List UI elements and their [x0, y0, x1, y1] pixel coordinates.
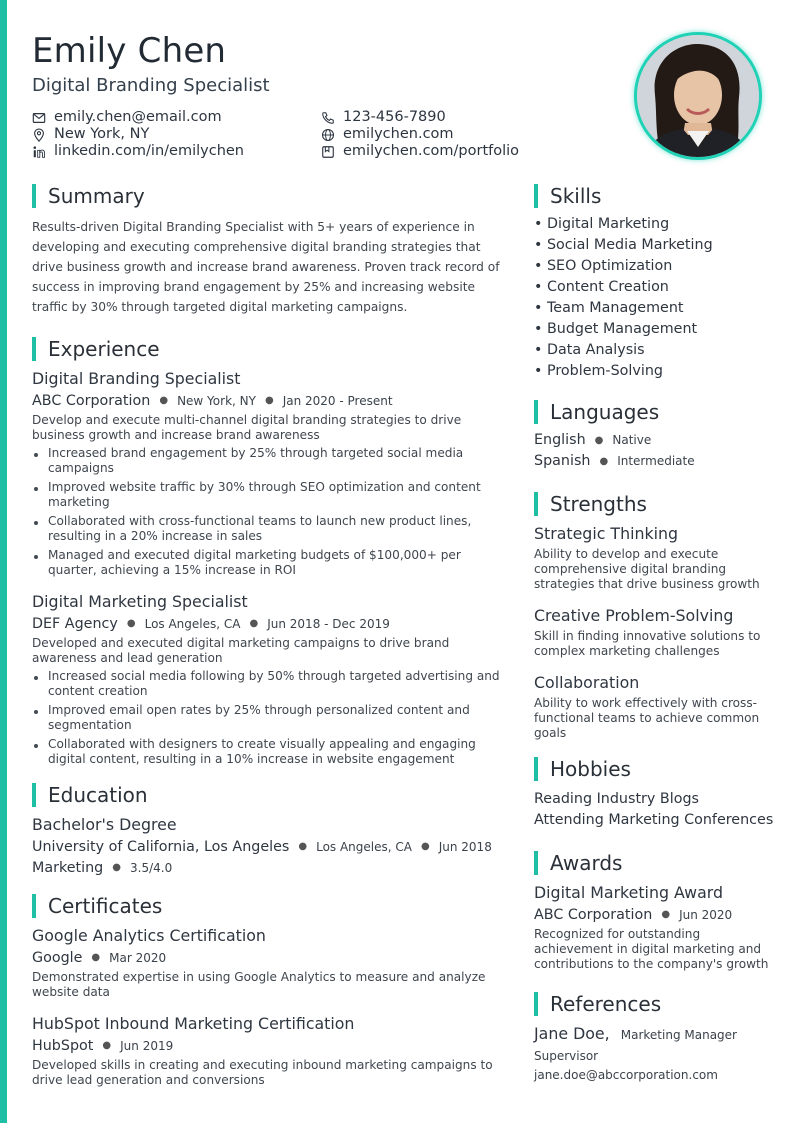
certificates-heading: Certificates [32, 894, 510, 918]
strength-name: Strategic Thinking [534, 524, 679, 543]
contact-linkedin[interactable] [32, 143, 321, 160]
language-name: Spanish [534, 453, 591, 469]
profile-photo [634, 32, 762, 160]
awards-heading: Awards [534, 851, 774, 875]
list-item: • Data Analysis [534, 342, 645, 358]
certificate-date: Mar 2020 [109, 951, 167, 965]
location-text: New York, NY [54, 126, 150, 142]
list-item: Improved email open rates by 25% through personalized content and segmentation [32, 703, 510, 733]
email-text: emily.chen@email.com [54, 109, 222, 125]
award-description: Recognized for outstanding achievement in digital marketing and contributions to the company's growth [534, 927, 769, 971]
list-item: • Digital Marketing [534, 216, 670, 232]
heading-accent [534, 757, 538, 781]
certificate-date: Jun 2019 [120, 1039, 174, 1053]
strength-description: Skill in finding innovative solutions to complex marketing challenges [534, 629, 761, 658]
separator-dot: ● [112, 862, 121, 873]
candidate-name: Emily Chen [32, 31, 227, 71]
skills-heading: Skills [534, 184, 774, 208]
references-heading: References [534, 992, 774, 1016]
achievement-list [32, 446, 510, 578]
achievement-list [32, 669, 510, 767]
language-level: Native [612, 433, 652, 447]
summary-heading: Summary [32, 184, 510, 208]
school-name: University of California, Los Angeles [32, 839, 290, 855]
list-item: Increased brand engagement by 25% through targeted social media campaigns [32, 446, 510, 476]
strength-item [534, 524, 774, 592]
heading-accent [534, 184, 538, 208]
avatar [637, 35, 759, 157]
heading-accent [534, 400, 538, 424]
reference-email[interactable]: jane.doe@abccorporation.com [534, 1068, 718, 1082]
separator-dot: ● [594, 435, 604, 446]
award-issuer: ABC Corporation [534, 907, 653, 923]
contact-phone[interactable] [321, 109, 621, 126]
list-item: Managed and executed digital marketing budgets of $100,000+ per quarter, achieving a 15% increase in ROI [32, 548, 510, 578]
linkedin-icon [32, 145, 46, 159]
experience-heading: Experience [32, 337, 510, 361]
field-of-study: Marketing [32, 860, 104, 876]
list-item: • Problem-Solving [534, 363, 663, 379]
separator-dot: ● [661, 909, 671, 920]
accent-bar [0, 0, 7, 1123]
summary-text: Results-driven Digital Branding Specialist with 5+ years of experience in developing and executing comprehensive digital branding strategies that drive business growth and increase brand awareness. Proven track record of success in improving brand engagement by 25% and increasing website traffic by 30% through targeted digital marketing campaigns. [32, 220, 500, 314]
certificate-meta [32, 949, 510, 967]
resume-header [32, 30, 632, 160]
portfolio-icon [321, 145, 335, 159]
candidate-role: Digital Branding Specialist [32, 75, 270, 96]
education-field-meta [32, 859, 510, 877]
languages-list [534, 430, 774, 472]
reference-entry [534, 1024, 774, 1084]
reference-relation: Supervisor [534, 1049, 599, 1063]
list-item: • Budget Management [534, 321, 698, 337]
heading-accent [32, 894, 36, 918]
heading-accent [32, 184, 36, 208]
job-location: New York, NY [177, 394, 256, 408]
reference-name-line [534, 1024, 774, 1045]
heading-accent [534, 992, 538, 1016]
hobbies-heading: Hobbies [534, 757, 774, 781]
job-dates: Jan 2020 - Present [282, 394, 393, 408]
certificate-meta [32, 1037, 510, 1055]
phone-text: 123-456-7890 [343, 109, 446, 125]
job-description: Develop and execute multi-channel digital branding strategies to drive business growth and increase brand awareness [32, 413, 462, 442]
list-item: Collaborated with designers to create visually appealing and engaging digital content, resulting in a 10% increase in website engagement [32, 737, 510, 767]
contact-website[interactable] [321, 126, 621, 143]
side-column [534, 184, 774, 1084]
list-item: • Social Media Marketing [534, 237, 713, 253]
certificate-name: HubSpot Inbound Marketing Certification [32, 1014, 355, 1033]
separator-dot: ● [91, 952, 101, 963]
education-heading: Education [32, 783, 510, 807]
certificate-description: Demonstrated expertise in using Google Analytics to measure and analyze website data [32, 970, 486, 999]
certificate-issuer: HubSpot [32, 1038, 94, 1054]
job-dates: Jun 2018 - Dec 2019 [267, 617, 390, 631]
certificate-name: Google Analytics Certification [32, 926, 266, 945]
reference-name: Jane Doe, [534, 1024, 610, 1043]
skills-list [534, 214, 774, 382]
website-text: emilychen.com [343, 126, 454, 142]
certificate-entry [32, 926, 510, 1000]
phone-icon [321, 111, 335, 125]
education-meta [32, 838, 510, 856]
contact-location [32, 126, 321, 143]
language-level: Intermediate [617, 454, 695, 468]
list-item: Collaborated with cross-functional teams to launch new product lines, resulting in a 20% increase in sales [32, 514, 510, 544]
list-item: Improved website traffic by 30% through SEO optimization and content marketing [32, 480, 510, 510]
certificate-description: Developed skills in creating and executing inbound marketing campaigns to drive lead generation and conversions [32, 1058, 493, 1087]
strength-description: Ability to work effectively with cross-functional teams to achieve common goals [534, 696, 760, 740]
job-title: Digital Branding Specialist [32, 369, 241, 388]
languages-heading: Languages [534, 400, 774, 424]
list-item: • SEO Optimization [534, 258, 673, 274]
contact-portfolio[interactable] [321, 143, 621, 160]
strength-item [534, 673, 774, 741]
separator-dot: ● [298, 841, 308, 852]
language-item [534, 451, 774, 472]
job-meta [32, 615, 510, 633]
list-item: • Team Management [534, 300, 684, 316]
strength-name: Creative Problem-Solving [534, 606, 734, 625]
linkedin-text: linkedin.com/in/emilychen [54, 143, 244, 159]
award-meta [534, 906, 774, 924]
job-entry [32, 592, 510, 767]
separator-dot: ● [249, 618, 259, 629]
list-item: Increased social media following by 50% through targeted advertising and content creation [32, 669, 510, 699]
strength-description: Ability to develop and execute comprehensive digital branding strategies that drive business growth [534, 547, 760, 591]
strength-name: Collaboration [534, 673, 640, 692]
award-entry [534, 883, 774, 972]
separator-dot: ● [159, 395, 169, 406]
separator-dot: ● [102, 1040, 112, 1051]
gpa: 3.5/4.0 [130, 861, 173, 875]
job-description: Developed and executed digital marketing campaigns to drive brand awareness and lead generation [32, 636, 450, 665]
certificate-entry [32, 1014, 510, 1088]
separator-dot: ● [420, 841, 430, 852]
main-column [32, 184, 510, 1088]
portfolio-text: emilychen.com/portfolio [343, 143, 520, 159]
contact-list [32, 109, 632, 160]
school-location: Los Angeles, CA [316, 840, 412, 854]
location-pin-icon [32, 128, 46, 142]
separator-dot: ● [126, 618, 136, 629]
job-entry [32, 369, 510, 578]
language-item [534, 430, 774, 451]
separator-dot: ● [599, 456, 609, 467]
globe-icon [321, 128, 335, 142]
strength-item [534, 606, 774, 659]
language-name: English [534, 432, 586, 448]
degree: Bachelor's Degree [32, 815, 177, 834]
heading-accent [32, 783, 36, 807]
list-item: Reading Industry Blogs [534, 791, 699, 807]
reference-position: Marketing Manager [620, 1028, 737, 1042]
award-name: Digital Marketing Award [534, 883, 724, 902]
strengths-heading: Strengths [534, 492, 774, 516]
job-location: Los Angeles, CA [144, 617, 241, 631]
heading-accent [32, 337, 36, 361]
graduation-date: Jun 2018 [438, 840, 492, 854]
heading-accent [534, 492, 538, 516]
contact-email[interactable] [32, 109, 321, 126]
job-meta [32, 392, 510, 410]
separator-dot: ● [264, 395, 274, 406]
company-name: DEF Agency [32, 616, 118, 632]
list-item: Attending Marketing Conferences [534, 812, 774, 828]
heading-accent [534, 851, 538, 875]
list-item: • Content Creation [534, 279, 669, 295]
job-title: Digital Marketing Specialist [32, 592, 248, 611]
hobbies-list [534, 789, 774, 831]
award-date: Jun 2020 [679, 908, 733, 922]
education-entry [32, 815, 510, 877]
certificate-issuer: Google [32, 950, 83, 966]
company-name: ABC Corporation [32, 393, 151, 409]
mail-icon [32, 111, 46, 125]
